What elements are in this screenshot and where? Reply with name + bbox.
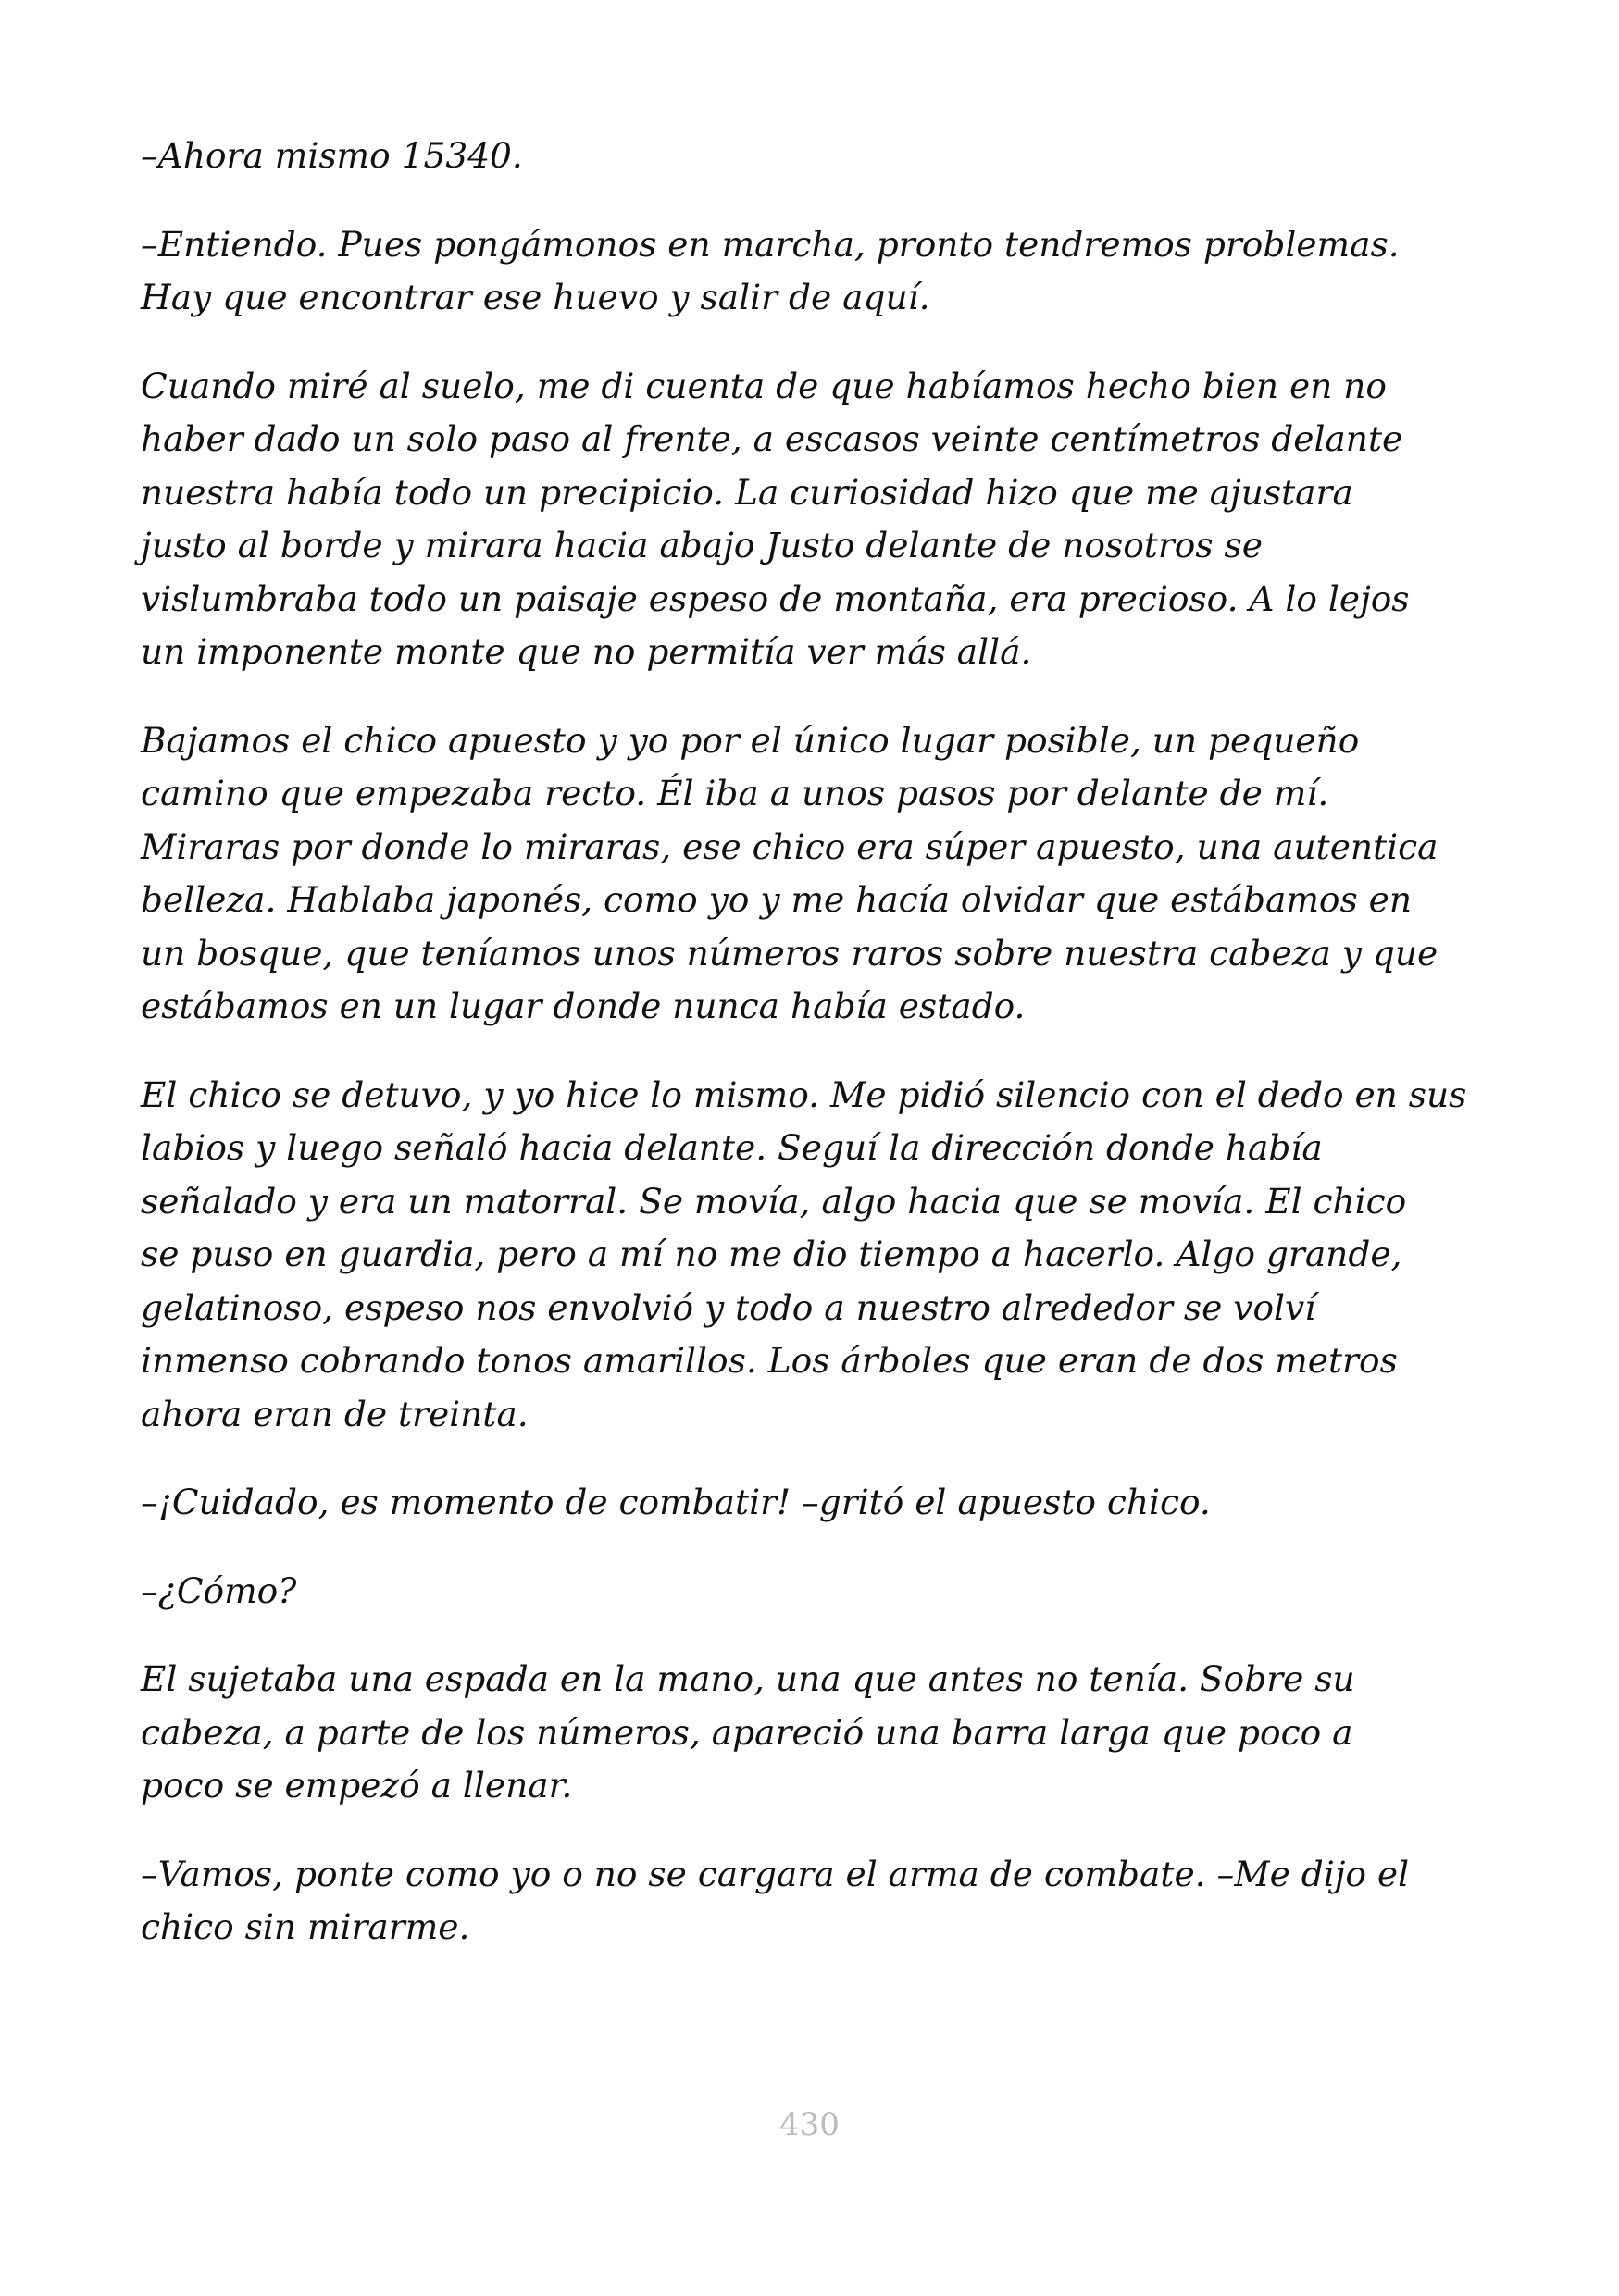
body-text (141, 130, 1492, 1990)
paragraph: –¿Cómo? (141, 1570, 297, 1611)
paragraph: Bajamos el chico apuesto y yo por el único lugar posible, un pequeño camino que empezaba recto. Él iba a unos pasos por delante de mí. Miraras por donde lo miraras, ese chico era súper apuesto, una autentica belleza. Hablaba japonés, como yo y me hacía olvidar que estábamos en un bosque, que teníamos unos números raros sobre nuestra cabeza y que estábamos en un lugar donde nunca había estado. (141, 719, 1438, 1026)
paragraph: –Entiendo. Pues pongámonos en marcha, pronto tendremos problemas. Hay que encontrar ese huevo y salir de aquí. (141, 223, 1400, 317)
paragraph: Cuando miré al suelo, me di cuenta de que habíamos hecho bien en no haber dado un solo paso al frente, a escasos veinte centímetros delante nuestra había todo un precipicio. La curiosidad hizo que me ajustara justo al borde y mirara hacia abajo Justo delante de nosotros se vislumbraba todo un paisaje espeso de montaña, era precioso. A lo lejos un imponente monte que no permitía ver más allá. (141, 365, 1410, 672)
paragraph: –Vamos, ponte como yo o no se cargara el arma de combate. –Me dijo el chico sin mirarme. (141, 1853, 1410, 1947)
paragraph: –¡Cuidado, es momento de combatir! –gritó el apuesto chico. (141, 1482, 1211, 1522)
paragraph: El sujetaba una espada en la mano, una que antes no tenía. Sobre su cabeza, a parte de los números, apareció una barra larga que poco a poco se empezó a llenar. (141, 1658, 1355, 1806)
page-number: 430 (779, 2106, 840, 2143)
paragraph: –Ahora mismo 15340. (141, 135, 523, 176)
paragraph: El chico se detuvo, y yo hice lo mismo. Me pidió silencio con el dedo en sus labios y luego señaló hacia delante. Seguí la dirección donde había señalado y era un matorral. Se movía, algo hacia que se movía. El chico se puso en guardia, pero a mí no me dio tiempo a hacerlo. Algo grande, gelatinoso, espeso nos envolvió y todo a nuestro alrededor se volví inmenso cobrando tonos amarillos. Los árboles que eran de dos metros ahora eran de treinta. (141, 1074, 1467, 1434)
